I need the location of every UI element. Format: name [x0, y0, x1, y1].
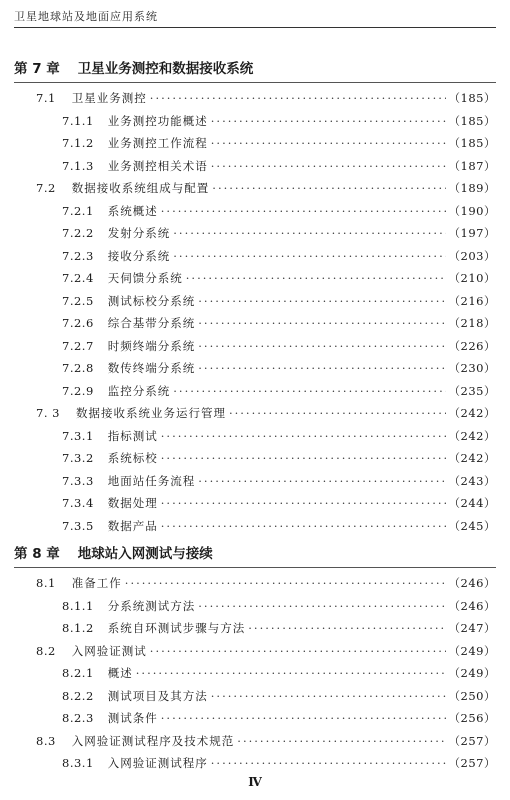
- section-number: 7.2.5: [62, 293, 94, 308]
- dot-leader: [186, 271, 446, 285]
- chapter-heading[interactable]: [14, 542, 496, 562]
- page-number: （185）: [448, 91, 496, 105]
- section-title: 数据接收系统组成与配置: [71, 181, 210, 195]
- section-title: 数据产品: [107, 518, 158, 533]
- page-number: （216）: [448, 293, 496, 308]
- toc-subsection-entry[interactable]: [62, 158, 496, 176]
- chapter-title: 地球站入网测试与接续: [77, 546, 213, 562]
- section-title: 数据接收系统业务运行管理: [75, 406, 226, 420]
- section-title: 接收分系统: [107, 248, 171, 263]
- dot-leader: [212, 181, 445, 195]
- toc-subsection-entry[interactable]: [62, 495, 496, 513]
- section-number: 7.3.1: [62, 428, 94, 443]
- toc-subsection-entry[interactable]: [62, 710, 496, 728]
- section-number: 7.2: [36, 181, 56, 195]
- toc-subsection-entry[interactable]: [62, 383, 496, 401]
- section-title: 天伺馈分系统: [107, 271, 183, 285]
- toc-subsection-entry[interactable]: [62, 203, 496, 221]
- dot-leader: [211, 159, 446, 173]
- page-number: （189）: [448, 181, 496, 195]
- page-number: （242）: [448, 451, 496, 465]
- section-number: 7.2.6: [62, 316, 94, 330]
- dot-leader: [161, 496, 446, 510]
- section-title: 系统概述: [107, 203, 158, 218]
- dot-leader: [198, 316, 445, 330]
- dot-leader: [173, 384, 445, 398]
- page-number: （257）: [448, 733, 496, 748]
- section-title: 综合基带分系统: [107, 316, 196, 330]
- section-number: 7.2.1: [62, 203, 94, 218]
- toc-section-entry[interactable]: [36, 405, 496, 423]
- section-title: 发射分系统: [107, 226, 171, 240]
- page-number: （190）: [448, 203, 496, 218]
- dot-leader: [198, 474, 445, 488]
- section-title: 入网验证测试程序及技术规范: [71, 733, 235, 748]
- toc-subsection-entry[interactable]: [62, 473, 496, 491]
- section-number: 7.1.1: [62, 113, 94, 128]
- section-number: 8.2.2: [62, 688, 94, 703]
- toc-section-entry[interactable]: [36, 90, 496, 108]
- section-title: 测试项目及其方法: [107, 688, 208, 703]
- header-rule: [14, 27, 496, 28]
- toc-subsection-entry[interactable]: [62, 225, 496, 243]
- toc-section-entry[interactable]: [36, 180, 496, 198]
- section-number: 7.1.2: [62, 136, 94, 150]
- section-title: 数传终端分系统: [107, 361, 196, 375]
- section-title: 地面站任务流程: [107, 473, 196, 488]
- dot-leader: [248, 621, 445, 635]
- page-number: （226）: [448, 338, 496, 353]
- section-number: 7.2.8: [62, 361, 94, 375]
- toc-subsection-entry[interactable]: [62, 450, 496, 468]
- toc-subsection-entry[interactable]: [62, 620, 496, 638]
- section-number: 7.1.3: [62, 158, 94, 173]
- page-number: （203）: [448, 248, 496, 263]
- section-number: 8.3.1: [62, 756, 94, 770]
- section-number: 7.3.3: [62, 473, 94, 488]
- dot-leader: [211, 136, 446, 150]
- dot-leader: [161, 451, 446, 465]
- page-number: （210）: [448, 271, 496, 285]
- page-number: （235）: [448, 383, 496, 398]
- chapter-rule: [14, 82, 496, 83]
- toc-subsection-entry[interactable]: [62, 360, 496, 378]
- dot-leader: [173, 226, 445, 240]
- dot-leader: [198, 599, 445, 613]
- toc-subsection-entry[interactable]: [62, 270, 496, 288]
- toc-subsection-entry[interactable]: [62, 428, 496, 446]
- page-number: （243）: [448, 473, 496, 488]
- section-title: 测试标校分系统: [107, 293, 196, 308]
- section-title: 入网验证测试程序: [107, 756, 208, 770]
- page-number: （247）: [448, 621, 496, 635]
- section-number: 7.2.4: [62, 271, 94, 285]
- section-number: 7.3.5: [62, 518, 94, 533]
- dot-leader: [237, 734, 445, 748]
- page-number: （249）: [448, 666, 496, 680]
- toc-section-entry[interactable]: [36, 575, 496, 593]
- toc-subsection-entry[interactable]: [62, 135, 496, 153]
- page-number: （257）: [448, 756, 496, 770]
- chapter-number: 第 8 章: [14, 546, 60, 562]
- page-number: （256）: [448, 711, 496, 725]
- page-number: （242）: [448, 406, 496, 420]
- chapter-rule: [14, 567, 496, 568]
- toc-subsection-entry[interactable]: [62, 755, 496, 773]
- section-title: 系统标校: [107, 451, 158, 465]
- section-number: 7.1: [36, 91, 56, 105]
- dot-leader: [211, 689, 446, 703]
- page-number: （185）: [448, 136, 496, 150]
- section-number: 8.2.1: [62, 666, 94, 680]
- page-number: （230）: [448, 361, 496, 375]
- section-title: 分系统测试方法: [107, 598, 196, 613]
- running-header: 卫星地球站及地面应用系统: [14, 10, 158, 23]
- section-number: 8.2: [36, 643, 56, 658]
- page-number: （185）: [448, 113, 496, 128]
- dot-leader: [229, 406, 446, 420]
- toc-subsection-entry[interactable]: [62, 315, 496, 333]
- section-number: 8.2.3: [62, 711, 94, 725]
- section-number: 7.3.2: [62, 451, 94, 465]
- section-title: 业务测控相关术语: [107, 158, 208, 173]
- toc-subsection-entry[interactable]: [62, 518, 496, 536]
- dot-leader: [161, 519, 446, 533]
- page-number: （244）: [448, 496, 496, 510]
- page-number: （187）: [448, 158, 496, 173]
- section-number: 8.1.2: [62, 621, 94, 635]
- section-title: 概述: [107, 666, 133, 680]
- toc-subsection-entry[interactable]: [62, 248, 496, 266]
- toc-section-entry[interactable]: [36, 733, 496, 751]
- page-number: （250）: [448, 688, 496, 703]
- page-number: （245）: [448, 518, 496, 533]
- section-title: 时频终端分系统: [107, 338, 196, 353]
- section-title: 业务测控工作流程: [107, 136, 208, 150]
- dot-leader: [136, 666, 446, 680]
- dot-leader: [198, 294, 445, 308]
- section-number: 8.1.1: [62, 598, 94, 613]
- section-number: 7. 3: [36, 406, 60, 420]
- section-title: 入网验证测试: [71, 643, 147, 658]
- page-number: （242）: [448, 428, 496, 443]
- toc-subsection-entry[interactable]: [62, 113, 496, 131]
- section-number: 8.3: [36, 733, 56, 748]
- chapter-title: 卫星业务测控和数据接收系统: [77, 61, 254, 77]
- toc-subsection-entry[interactable]: [62, 293, 496, 311]
- dot-leader: [150, 644, 446, 658]
- section-number: 7.2.9: [62, 383, 94, 398]
- section-title: 业务测控功能概述: [107, 113, 208, 128]
- page-number: （246）: [448, 598, 496, 613]
- dot-leader: [173, 249, 445, 263]
- page-folio: Ⅳ: [248, 775, 262, 789]
- page-number: （218）: [448, 316, 496, 330]
- section-title: 数据处理: [107, 496, 158, 510]
- section-number: 7.2.3: [62, 248, 94, 263]
- dot-leader: [211, 114, 446, 128]
- page-number: （249）: [448, 643, 496, 658]
- dot-leader: [150, 91, 446, 105]
- dot-leader: [198, 339, 445, 353]
- toc-subsection-entry[interactable]: [62, 688, 496, 706]
- toc-subsection-entry[interactable]: [62, 665, 496, 683]
- toc-subsection-entry[interactable]: [62, 338, 496, 356]
- dot-leader: [161, 711, 446, 725]
- section-title: 监控分系统: [107, 383, 171, 398]
- section-number: 7.2.7: [62, 338, 94, 353]
- section-title: 测试条件: [107, 711, 158, 725]
- section-number: 8.1: [36, 576, 56, 590]
- chapter-heading[interactable]: [14, 57, 496, 77]
- dot-leader: [211, 756, 446, 770]
- section-title: 卫星业务测控: [71, 91, 147, 105]
- section-title: 指标测试: [107, 428, 158, 443]
- section-title: 系统自环测试步骤与方法: [107, 621, 246, 635]
- toc-subsection-entry[interactable]: [62, 598, 496, 616]
- dot-leader: [161, 204, 446, 218]
- dot-leader: [125, 576, 446, 590]
- section-number: 7.2.2: [62, 226, 94, 240]
- page-number: （246）: [448, 576, 496, 590]
- section-number: 7.3.4: [62, 496, 94, 510]
- dot-leader: [161, 429, 446, 443]
- section-title: 准备工作: [71, 576, 122, 590]
- page-number: （197）: [448, 226, 496, 240]
- dot-leader: [198, 361, 445, 375]
- toc-section-entry[interactable]: [36, 643, 496, 661]
- chapter-number: 第 7 章: [14, 61, 60, 77]
